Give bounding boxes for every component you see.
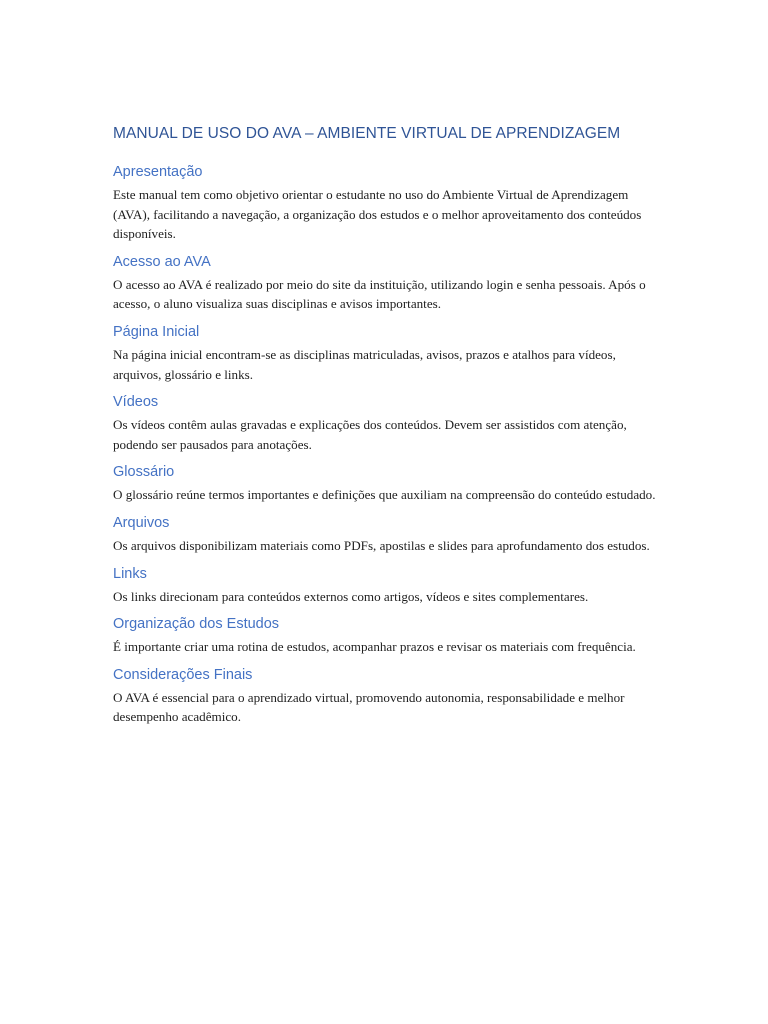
section-body: O AVA é essencial para o aprendizado virtual, promovendo autonomia, responsabilidade e melhor desempenho acadêmico. [113,689,625,725]
section-body: O glossário reúne termos importantes e definições que auxiliam na compreensão do conteúdo estudado. [113,487,656,503]
section-links [113,563,658,607]
section-heading: Apresentação [113,164,203,180]
section-body: Os links direcionam para conteúdos externos como artigos, vídeos e sites complementares. [113,588,589,604]
section-organizacao-dos-estudos [113,613,658,657]
section-pagina-inicial [113,321,658,384]
section-body: É importante criar uma rotina de estudos, acompanhar prazos e revisar os materiais com frequência. [113,639,636,655]
section-arquivos [113,512,658,556]
section-body: O acesso ao AVA é realizado por meio do site da instituição, utilizando login e senha pessoais. Após o acesso, o aluno visualiza suas disciplinas e avisos importantes. [113,276,646,312]
section-body: Os vídeos contêm aulas gravadas e explicações dos conteúdos. Devem ser assistidos com atenção, podendo ser pausados para anotações. [113,417,627,452]
section-heading: Vídeos [113,394,159,411]
section-body: Os arquivos disponibilizam materiais como PDFs, apostilas e slides para aprofundamento dos estudos. [113,537,650,553]
section-heading: Considerações Finais [113,666,253,683]
section-consideracoes-finais [113,664,658,727]
document-title: MANUAL DE USO DO AVA – AMBIENTE VIRTUAL DE APRENDIZAGEM [113,125,621,142]
section-acesso-ao-ava [113,251,658,314]
section-glossario [113,461,658,505]
section-heading: Links [113,565,147,582]
section-heading: Glossário [113,464,175,481]
section-heading: Página Inicial [113,323,200,340]
section-heading: Organização dos Estudos [113,616,280,633]
section-apresentacao [113,161,658,244]
section-heading: Acesso ao AVA [113,253,211,270]
section-body: Na página inicial encontram-se as disciplinas matriculadas, avisos, prazos e atalhos para vídeos, arquivos, glossário e links. [113,346,616,382]
section-heading: Arquivos [113,514,170,531]
document-page [113,121,658,734]
section-body: Este manual tem como objetivo orientar o estudante no uso do Ambiente Virtual de Aprendizagem (AVA), facilitando a navegação, a organização dos estudos e o melhor aproveitamento dos conteúdos disponíveis. [113,187,642,242]
section-videos [113,391,658,454]
